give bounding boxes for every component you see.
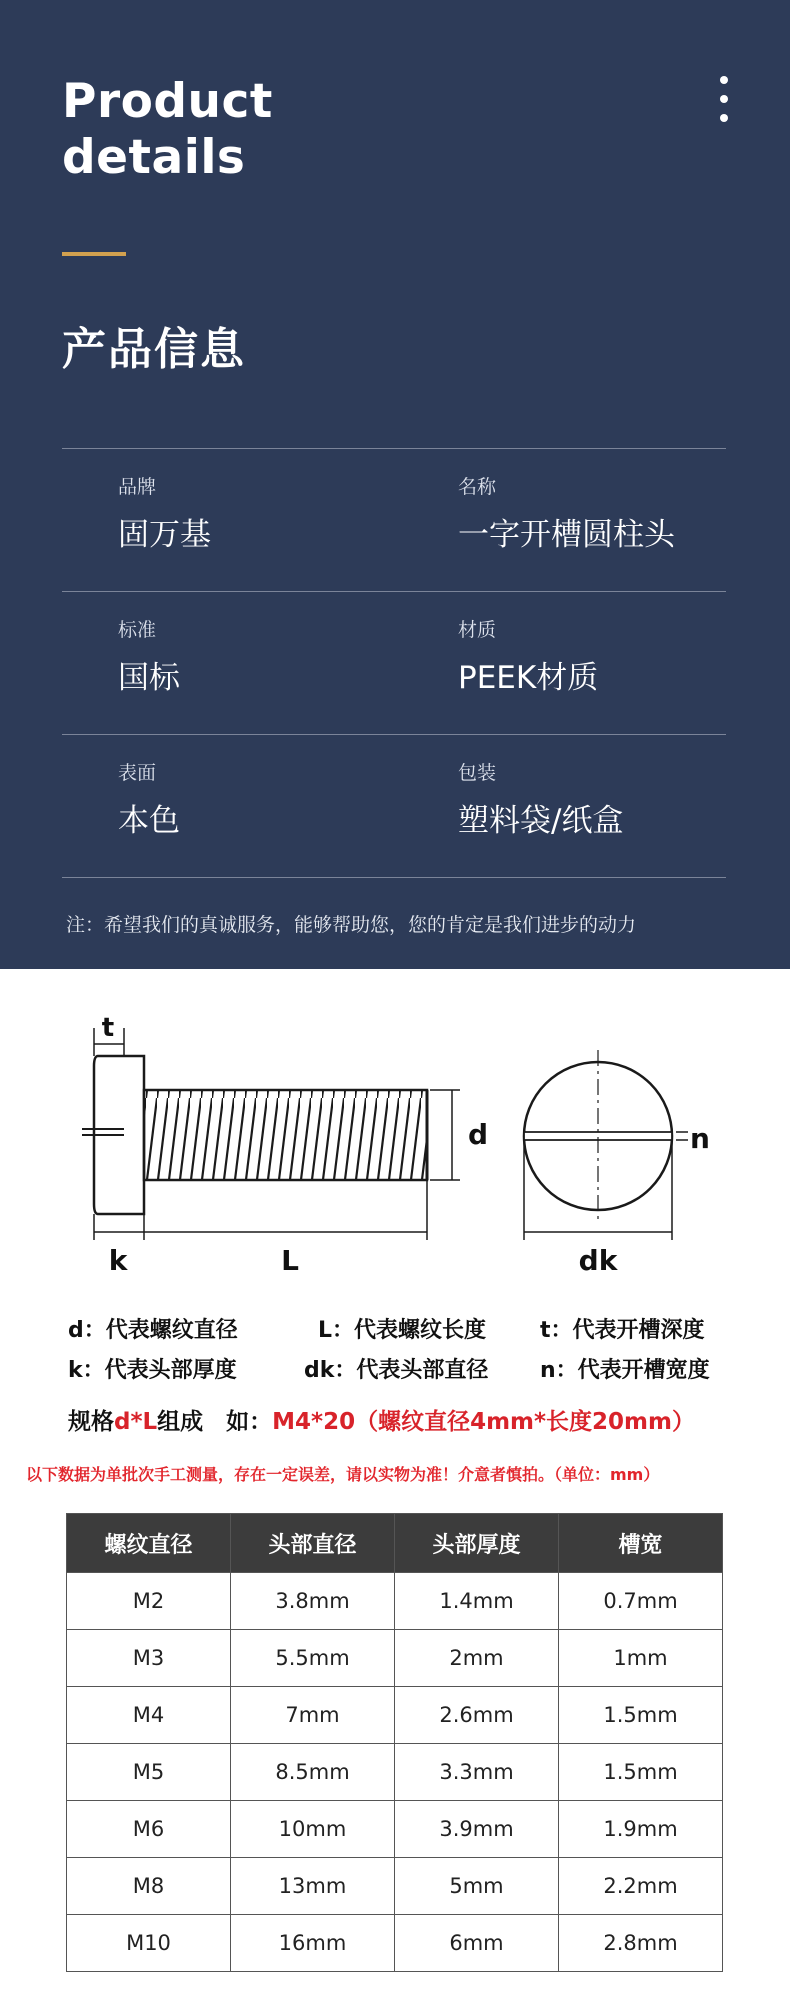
cell-slot-width: 1.5mm — [559, 1687, 723, 1744]
dim-label-k: k — [108, 1244, 128, 1277]
info-value: 本色 — [118, 803, 180, 839]
legend-k: k：代表头部厚度 — [68, 1358, 237, 1383]
info-value: 固万基 — [118, 517, 211, 553]
info-label: 包装 — [458, 762, 497, 784]
header-head-thickness: 头部厚度 — [395, 1514, 559, 1573]
more-menu-icon[interactable] — [714, 76, 734, 126]
header-thread-diameter: 螺纹直径 — [67, 1514, 231, 1573]
info-value: PEEK材质 — [458, 660, 599, 696]
table-header-row — [67, 1514, 723, 1573]
cell-slot-width: 2.2mm — [559, 1858, 723, 1915]
info-standard — [118, 618, 418, 698]
cell-thread: M6 — [67, 1801, 231, 1858]
legend-n: n：代表开槽宽度 — [540, 1358, 710, 1383]
cell-head-thickness: 1.4mm — [395, 1573, 559, 1630]
cell-thread: M10 — [67, 1915, 231, 1972]
info-label: 材质 — [458, 619, 497, 641]
cell-head-diameter: 5.5mm — [231, 1630, 395, 1687]
header-slot-width: 槽宽 — [559, 1514, 723, 1573]
table-row — [67, 1630, 723, 1687]
table-row — [67, 1801, 723, 1858]
row-divider — [62, 591, 726, 592]
dim-label-dk: dk — [578, 1244, 618, 1277]
cell-slot-width: 1.9mm — [559, 1801, 723, 1858]
cell-thread: M3 — [67, 1630, 231, 1687]
cell-head-diameter: 7mm — [231, 1687, 395, 1744]
table-row — [67, 1687, 723, 1744]
info-value: 国标 — [118, 660, 180, 696]
cell-head-thickness: 3.9mm — [395, 1801, 559, 1858]
product-details-header — [0, 0, 790, 969]
spec-middle: 组成 如： — [157, 1409, 273, 1435]
info-label: 名称 — [458, 476, 497, 498]
spec-description — [68, 1403, 695, 1436]
spec-formula: d*L — [114, 1409, 158, 1435]
info-label: 表面 — [118, 762, 157, 784]
cell-head-diameter: 10mm — [231, 1801, 395, 1858]
info-packaging — [458, 761, 758, 841]
cell-head-thickness: 6mm — [395, 1915, 559, 1972]
dim-label-d: d — [468, 1118, 489, 1151]
legend-L: L：代表螺纹长度 — [318, 1318, 487, 1343]
info-material — [458, 618, 758, 698]
cell-slot-width: 1mm — [559, 1630, 723, 1687]
cell-thread: M4 — [67, 1687, 231, 1744]
spec-example: M4*20（螺纹直径4mm*长度20mm） — [272, 1409, 695, 1435]
header-head-diameter: 头部直径 — [231, 1514, 395, 1573]
cell-thread: M8 — [67, 1858, 231, 1915]
info-brand — [118, 475, 418, 555]
title-line-1: Product — [62, 74, 273, 129]
cell-head-thickness: 3.3mm — [395, 1744, 559, 1801]
cell-slot-width: 2.8mm — [559, 1915, 723, 1972]
legend-dk: dk：代表头部直径 — [304, 1358, 489, 1383]
measurement-warning: 以下数据为单批次手工测量，存在一定误差，请以实物为准！介意者慎拍。（单位：mm） — [26, 1465, 660, 1484]
cell-thread: M5 — [67, 1744, 231, 1801]
cell-slot-width: 1.5mm — [559, 1744, 723, 1801]
legend-t: t：代表开槽深度 — [540, 1318, 705, 1343]
cell-head-diameter: 16mm — [231, 1915, 395, 1972]
cell-head-thickness: 5mm — [395, 1858, 559, 1915]
info-surface — [118, 761, 418, 841]
legend-d: d：代表螺纹直径 — [68, 1318, 238, 1343]
screw-side-view — [82, 1056, 427, 1214]
table-row — [67, 1573, 723, 1630]
info-value: 一字开槽圆柱头 — [458, 517, 675, 553]
cell-thread: M2 — [67, 1573, 231, 1630]
row-divider — [62, 448, 726, 449]
title-line-2: details — [62, 130, 246, 185]
dimension-table — [66, 1513, 723, 1972]
table-row — [67, 1915, 723, 1972]
row-divider — [62, 734, 726, 735]
spec-prefix: 规格 — [68, 1409, 114, 1435]
table-row — [67, 1744, 723, 1801]
info-value: 塑料袋/纸盒 — [458, 803, 624, 839]
dim-label-L: L — [281, 1244, 299, 1277]
section-title: 产品信息 — [62, 324, 246, 375]
row-divider — [62, 877, 726, 878]
cell-head-diameter: 3.8mm — [231, 1573, 395, 1630]
table-row — [67, 1858, 723, 1915]
accent-divider — [62, 252, 126, 256]
dim-label-n: n — [690, 1122, 710, 1155]
info-label: 品牌 — [118, 476, 157, 498]
screw-dimension-diagram — [80, 1008, 780, 1280]
cell-head-diameter: 8.5mm — [231, 1744, 395, 1801]
info-name — [458, 475, 758, 555]
cell-head-thickness: 2mm — [395, 1630, 559, 1687]
info-label: 标准 — [118, 619, 157, 641]
cell-head-diameter: 13mm — [231, 1858, 395, 1915]
service-note: 注：希望我们的真诚服务，能够帮助您，您的肯定是我们进步的动力 — [66, 914, 637, 936]
page-title — [62, 74, 273, 186]
cell-head-thickness: 2.6mm — [395, 1687, 559, 1744]
dim-label-t: t — [101, 1013, 115, 1043]
cell-slot-width: 0.7mm — [559, 1573, 723, 1630]
screw-top-view — [524, 1050, 672, 1222]
